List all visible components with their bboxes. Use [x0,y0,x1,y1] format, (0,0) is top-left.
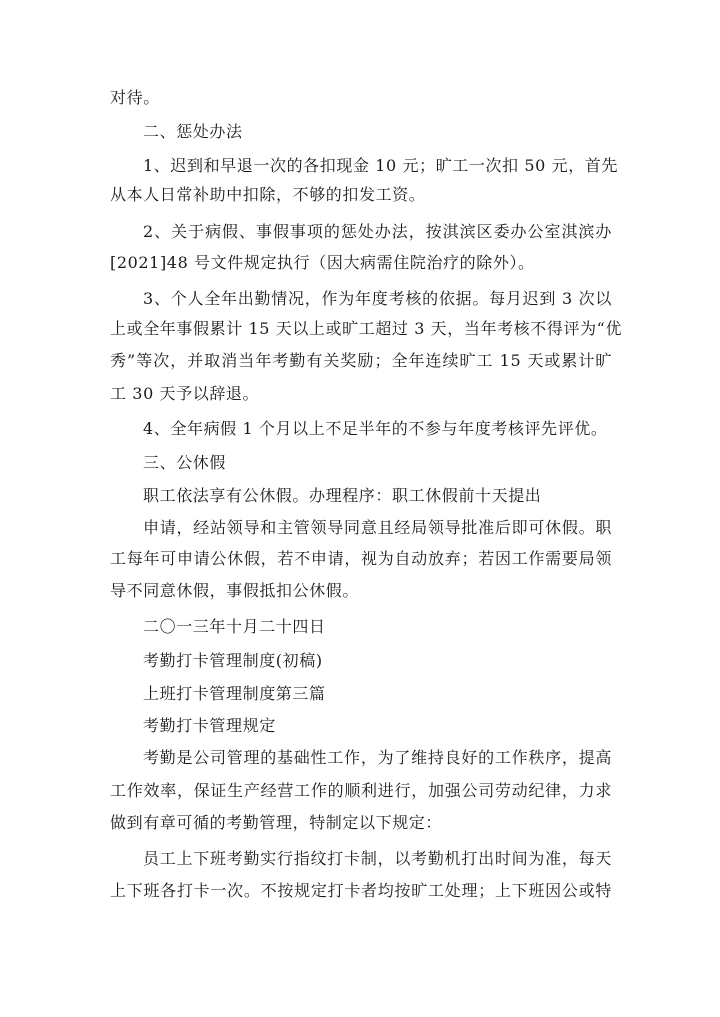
date-line: 二〇一三年十月二十四日 [143,617,326,636]
text-line: 员工上下班考勤实行指纹打卡制，以考勤机打出时间为准，每天 [143,849,612,868]
text-line: 职工依法享有公休假。办理程序：职工休假前十天提出 [143,486,542,505]
section-heading: 三、公休假 [143,453,227,472]
text-line: 工每年可申请公休假，若不申请，视为自动放弃；若因工作需要局领 [110,549,612,568]
text-line: 工 30 天予以辞退。 [110,384,260,403]
text-line: 秀”等次，并取消当年考勤有关奖励；全年连续旷工 15 天或累计旷 [110,351,612,370]
text-line: 工作效率，保证生产经营工作的顺利进行，加强公司劳动纪律，力求 [110,781,612,800]
text-line: 3、个人全年出勤情况，作为年度考核的依据。每月迟到 3 次以 [143,289,612,308]
text-line: 1、迟到和早退一次的各扣现金 10 元；旷工一次扣 50 元，首先 [143,156,619,175]
text-line: 从本人日常补助中扣除，不够的扣发工资。 [110,185,426,204]
text-line: 申请，经站领导和主管领导同意且经局领导批准后即可休假。职 [143,518,612,537]
text-line: 2、关于病假、事假事项的惩处办法，按淇滨区委办公室淇滨办 [143,222,612,241]
document-title: 上班打卡管理制度第三篇 [143,684,326,703]
text-line: 4、全年病假 1 个月以上不足半年的不参与年度考核评先评优。 [143,419,608,438]
section-heading: 二、惩处办法 [143,122,243,141]
text-line: [2021]48 号文件规定执行（因大病需住院治疗的除外）。 [110,253,535,272]
text-line: 做到有章可循的考勤管理，特制定以下规定： [110,813,443,832]
text-line: 上或全年事假累计 15 天以上或旷工超过 3 天，当年考核不得评为“优 [110,319,623,338]
text-line: 考勤是公司管理的基础性工作，为了维持良好的工作秩序，提高 [143,748,612,767]
document-title: 考勤打卡管理规定 [143,716,276,735]
document-title: 考勤打卡管理制度(初稿) [143,651,323,670]
text-line: 上下班各打卡一次。不按规定打卡者均按旷工处理；上下班因公或特 [110,881,612,900]
text-line: 对待。 [110,88,160,107]
text-line: 导不同意休假，事假抵扣公休假。 [110,581,360,600]
